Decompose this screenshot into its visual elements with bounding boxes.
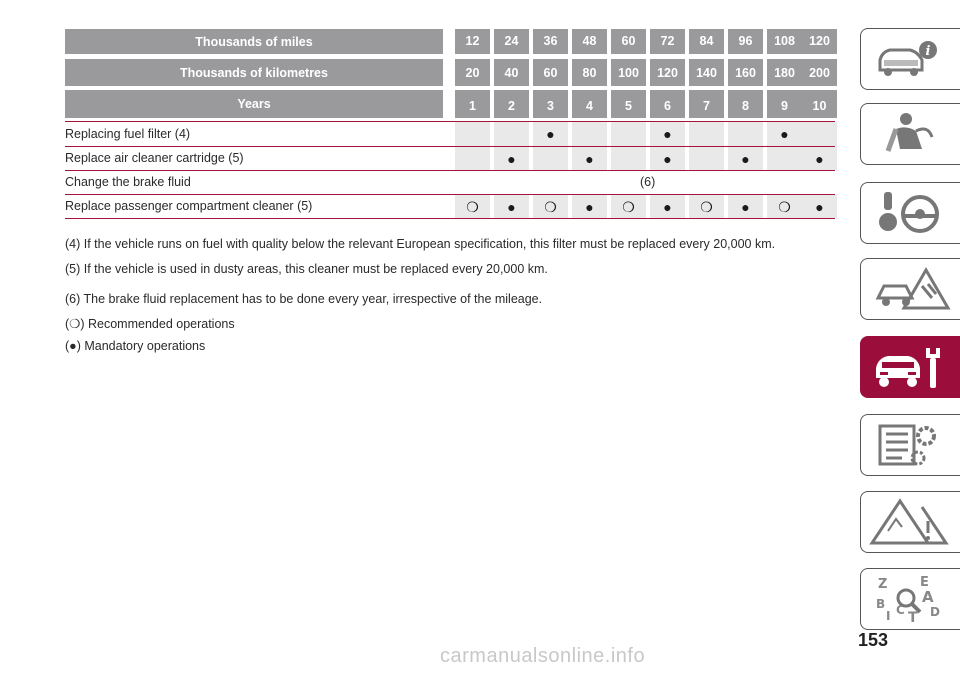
km-cell: 40 <box>494 59 529 86</box>
legend-recommended: (❍) Recommended operations <box>65 317 235 331</box>
years-cell: 3 <box>533 90 568 118</box>
schedule-cell <box>689 195 724 218</box>
index-letter: I <box>885 609 890 623</box>
schedule-cell <box>611 195 646 218</box>
emergency-warning-icon <box>866 264 956 314</box>
row-label-air-cleaner: Replace air cleaner cartridge (5) <box>65 151 244 165</box>
km-cell: 120 <box>650 59 685 86</box>
schedule-cell <box>728 195 763 218</box>
schedule-mark: ● <box>585 150 594 167</box>
row-label-brake-fluid: Change the brake fluid <box>65 175 191 189</box>
schedule-cell <box>455 147 490 170</box>
car-maintenance-icon <box>866 342 956 392</box>
miles-cell: 120 <box>802 29 837 54</box>
miles-cell: 48 <box>572 29 607 54</box>
schedule-cell <box>767 195 802 218</box>
index-letter: C <box>895 603 905 617</box>
km-cell: 200 <box>802 59 837 86</box>
years-cell: 8 <box>728 90 763 118</box>
km-cell: 140 <box>689 59 724 86</box>
tab-starting-driving[interactable] <box>860 182 960 244</box>
years-cell: 1 <box>455 90 490 118</box>
watermark: carmanualsonline.info <box>440 645 646 667</box>
index-letter: A <box>921 588 934 606</box>
schedule-mark: ❍ <box>544 198 557 215</box>
miles-cell: 96 <box>728 29 763 54</box>
row-divider <box>65 170 835 171</box>
miles-cell: 24 <box>494 29 529 54</box>
schedule-cell <box>767 122 802 146</box>
schedule-cell <box>728 147 763 170</box>
schedule-cell <box>455 195 490 218</box>
schedule-cell <box>728 122 763 146</box>
miles-cell: 60 <box>611 29 646 54</box>
schedule-mark: ● <box>507 198 516 215</box>
schedule-mark: ● <box>741 150 750 167</box>
km-cell: 80 <box>572 59 607 86</box>
km-header-label: Thousands of kilometres <box>65 59 443 86</box>
schedule-mark: ● <box>663 198 672 215</box>
schedule-mark: ● <box>815 198 824 215</box>
technical-specs-icon <box>866 420 956 470</box>
schedule-mark: ❍ <box>700 198 713 215</box>
schedule-cell <box>802 195 837 218</box>
years-header-label: Years <box>65 90 443 118</box>
schedule-cell <box>533 147 568 170</box>
km-cell: 100 <box>611 59 646 86</box>
schedule-cell <box>494 147 529 170</box>
car-info-icon <box>866 34 956 84</box>
index-letter: E <box>919 575 929 590</box>
miles-cell: 12 <box>455 29 490 54</box>
tab-safety[interactable] <box>860 103 960 165</box>
years-cell: 9 <box>767 90 802 118</box>
svg-text:i: i <box>925 44 930 59</box>
years-cell: 5 <box>611 90 646 118</box>
schedule-mark: ● <box>507 150 516 167</box>
schedule-mark: ● <box>585 198 594 215</box>
schedule-cell <box>650 147 685 170</box>
schedule-cell <box>802 122 837 146</box>
km-cell: 160 <box>728 59 763 86</box>
row-divider <box>65 218 835 219</box>
page-number: 153 <box>858 630 889 650</box>
miles-cell: 84 <box>689 29 724 54</box>
footnote-6: (6) The brake fluid replacement has to be done every year, irrespective of the mileage. <box>65 292 543 306</box>
schedule-cell <box>572 195 607 218</box>
schedule-mark: ● <box>780 126 789 142</box>
schedule-cell <box>689 122 724 146</box>
index-letter: T <box>907 610 918 624</box>
schedule-mark: ❍ <box>778 198 791 215</box>
years-cell: 2 <box>494 90 529 118</box>
tab-maintenance[interactable] <box>860 336 960 398</box>
index-letter: B <box>875 597 885 611</box>
row-label-passenger-cleaner: Replace passenger compartment cleaner (5) <box>65 199 313 213</box>
warning-triangle-icon <box>866 497 956 547</box>
index-alphabet-icon <box>866 574 956 624</box>
miles-cell: 72 <box>650 29 685 54</box>
brake-fluid-note: (6) <box>640 175 656 189</box>
schedule-cell <box>611 147 646 170</box>
footnote-4: (4) If the vehicle runs on fuel with quality below the relevant European specification, this filter must be replaced every 20,000 km. <box>65 237 776 251</box>
miles-cell: 36 <box>533 29 568 54</box>
years-cell: 7 <box>689 90 724 118</box>
miles-header-label: Thousands of miles <box>65 29 443 54</box>
schedule-mark: ● <box>663 150 672 167</box>
schedule-cell <box>572 147 607 170</box>
schedule-cell <box>533 122 568 146</box>
row-label-fuel-filter: Replacing fuel filter (4) <box>65 127 191 141</box>
schedule-cell <box>494 195 529 218</box>
schedule-cell <box>611 122 646 146</box>
schedule-mark: ● <box>741 198 750 215</box>
footnote-5: (5) If the vehicle is used in dusty areas, this cleaner must be replaced every 20,000 km. <box>65 262 548 276</box>
schedule-cell <box>455 122 490 146</box>
schedule-cell <box>802 147 837 170</box>
tab-dashboard-info[interactable] <box>860 28 960 90</box>
schedule-mark: ● <box>546 126 555 142</box>
schedule-cell <box>767 147 802 170</box>
km-cell: 180 <box>767 59 802 86</box>
schedule-cell <box>689 147 724 170</box>
airbag-safety-icon <box>866 109 956 159</box>
tab-technical-data[interactable] <box>860 414 960 476</box>
schedule-cell <box>533 195 568 218</box>
schedule-cell <box>650 195 685 218</box>
tab-emergency[interactable] <box>860 258 960 320</box>
schedule-mark: ❍ <box>466 198 479 215</box>
steering-key-icon <box>866 188 956 238</box>
schedule-cell <box>650 122 685 146</box>
years-cell: 6 <box>650 90 685 118</box>
tab-warnings[interactable] <box>860 491 960 553</box>
tab-index[interactable] <box>860 568 960 630</box>
schedule-mark: ● <box>815 150 824 167</box>
schedule-cell <box>494 122 529 146</box>
km-cell: 60 <box>533 59 568 86</box>
years-cell: 4 <box>572 90 607 118</box>
index-letter: D <box>929 605 940 619</box>
schedule-mark: ❍ <box>622 198 635 215</box>
years-cell: 10 <box>802 90 837 118</box>
schedule-mark: ● <box>663 126 672 142</box>
miles-cell: 108 <box>767 29 802 54</box>
schedule-cell <box>572 122 607 146</box>
legend-mandatory: (●) Mandatory operations <box>65 339 206 353</box>
km-cell: 20 <box>455 59 490 86</box>
index-letter: Z <box>877 577 887 592</box>
